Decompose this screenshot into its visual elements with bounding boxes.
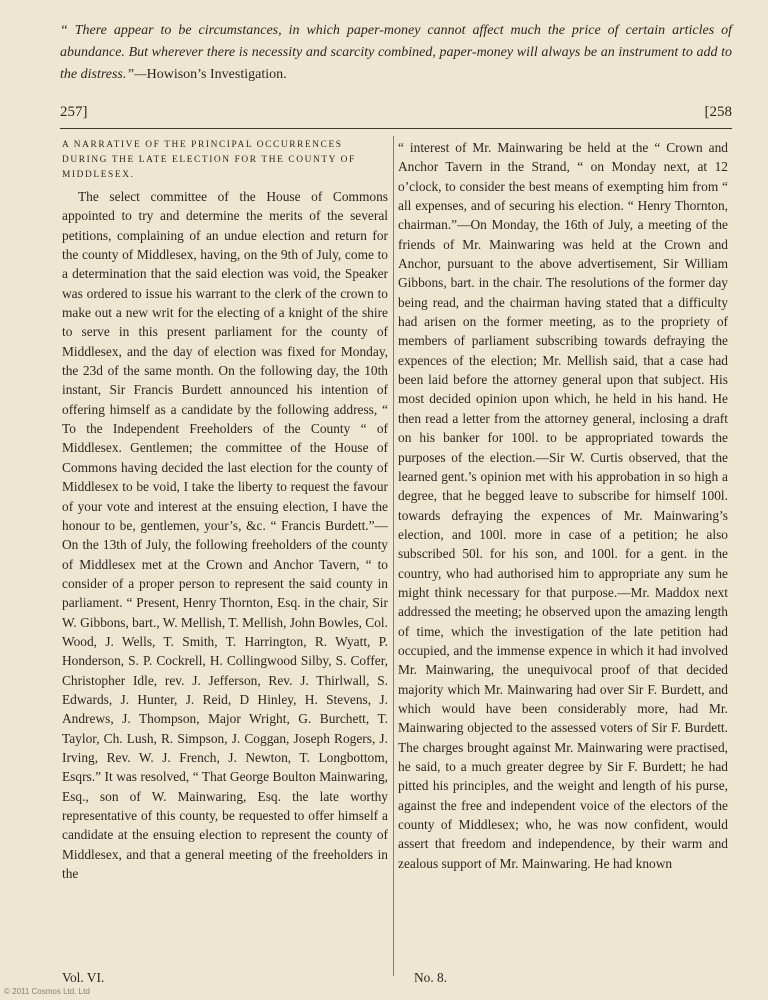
page-footer	[62, 970, 732, 990]
column-divider	[393, 136, 394, 976]
right-page-number: [258	[704, 104, 732, 120]
header-rule	[60, 128, 732, 129]
right-column	[398, 138, 728, 873]
volume-label: Vol. VI.	[62, 970, 105, 985]
copyright-watermark: © 2011 Cosmos Ltd. Ltd	[4, 987, 90, 996]
page-header	[60, 104, 732, 128]
epigraph	[60, 20, 732, 86]
left-column-text: The select committee of the House of Commons appointed to try and determine the merits of the several petitions, complaining of an undue election and return for the county of Middlesex, having, on the 9th of July, come to a determination that the said election was void, the Speaker was ordered to issue his warrant to the clerk of the crown to make out a new writ for the electing of a knight of the shire to serve in this present parliament for the county of Middlesex, and the day of election was fixed for Monday, the 23d of the same month. On the following day, the 10th instant, Sir Francis Burdett announced his intention of offering himself as a candidate by the following address, “ To the Independent Freeholders of the County “ of Middlesex. Gentlemen; the committee of the House of Commons having decided the last election for the county of Middlesex to be void, I take the liberty to request the favour of your vote and interest at the ensuing election, I have the honour to be, gentlemen, your’s, &c. “ Francis Burdett.”—On the 13th of July, the following freeholders of the county of Middlesex met at the Crown and Anchor Tavern, “ to consider of a proper person to represent the said county in parliament. “ Present, Henry Thornton, Esq. in the chair, Sir W. Gibbons, bart., W. Mellish, T. Mellish, John Bowles, Col. Wood, J. Wells, T. Smith, T. Harrington, R. Wyatt, P. Honderson, S. P. Cockrell, H. Collingwood Silby, S. Coffer, Christopher Idle, rev. J. Jefferson, Rev. J. Thirlwall, S. Edwards, J. Hunter, J. Reid, D Hinley, H. Stevens, J. Andrews, J. Thompson, Major Wright, G. Burchett, T. Taylor, Ch. Lush, R. Simpson, J. Coggan, Joseph Rogers, J. Irving, Rev. W. J. French, J. Newton, T. Longbottom, Esqrs.” It was resolved, “ That George Boulton Mainwaring, Esq., son of W. Mainwaring, Esq. the late worthy representative of this county, be requested to offer himself a candidate at the ensuing election to represent the county of Middlesex, and that a general meeting of the freeholders in the	[62, 189, 388, 882]
article-heading: A NARRATIVE OF THE PRINCIPAL OCCURRENCES DURING THE LATE ELECTION FOR THE COUNTY OF MIDDLESEX.	[62, 140, 356, 180]
left-page-number: 257]	[60, 104, 88, 120]
epigraph-attribution: Howison’s Investigation.	[146, 67, 287, 82]
right-column-text: “ interest of Mr. Mainwaring be held at the “ Crown and Anchor Tavern in the Strand, “ on Monday next, at 12 o’clock, to consider the best means of exempting him from “ all expenses, and of securing his election. “ Henry Thornton, chairman.”—On Monday, the 16th of July, a meeting of the friends of Mr. Mainwaring was held at the Crown and Anchor, pursuant to the above advertisement, Sir William Gibbons, bart. in the chair. The resolutions of the former day being read, and the chairman having stated that a difficulty had arisen on the former meeting, as to the propriety of members of parliament subscribing towards defraying the expences of the election; Mr. Mellish said, that a case had been laid before the attorney general upon that subject. His most decided opinion upon which, he held in his hand. He then read a letter from the attorney general, inclosing a draft on his banker for 100l. to be appropriated towards the purposes of the election.—Sir W. Curtis observed, that the learned gent.’s opinion met with his approbation in so high a degree, that he begged leave to subscribe for himself 100l. towards defraying the expences of Mr. Mainwaring’s election, and 100l. more in case of a petition; he also subscribed 50l. for his son, and 100l. for a gent. in the country, who had authorised him to appropriate any sum he might think necessary for that purpose.—Mr. Maddox next addressed the meeting; he observed upon the amazing length of time, which the investigation of the late petition had occupied, and the immense expence in which it had involved Mr. Mainwaring, the unequivocal proof of that decided majority which Mr. Mainwaring had over Sir F. Burdett, and which would have been considerably more, had Mr. Mainwaring objected to the assessed voters of Sir F. Burdett. The charges brought against Mr. Mainwaring were practised, he said, to a much greater degree by Sir F. Burdett; he had pitted his principles, and the weight and length of his purse, against the free and independent voice of the electors of the county of Middlesex; who, he was now confident, would assert that freedom and independence, by their warm and zealous support of Mr. Mainwaring. He had known	[398, 140, 728, 871]
left-column	[62, 138, 388, 883]
issue-number: No. 8.	[414, 970, 448, 985]
epigraph-text: “ There appear to be circumstances, in which paper-money cannot affect much the price of certain articles of abundance. But wherever there is necessity and scarcity combined, paper-money will always be an instrument to add to the distress.”—	[60, 23, 732, 82]
